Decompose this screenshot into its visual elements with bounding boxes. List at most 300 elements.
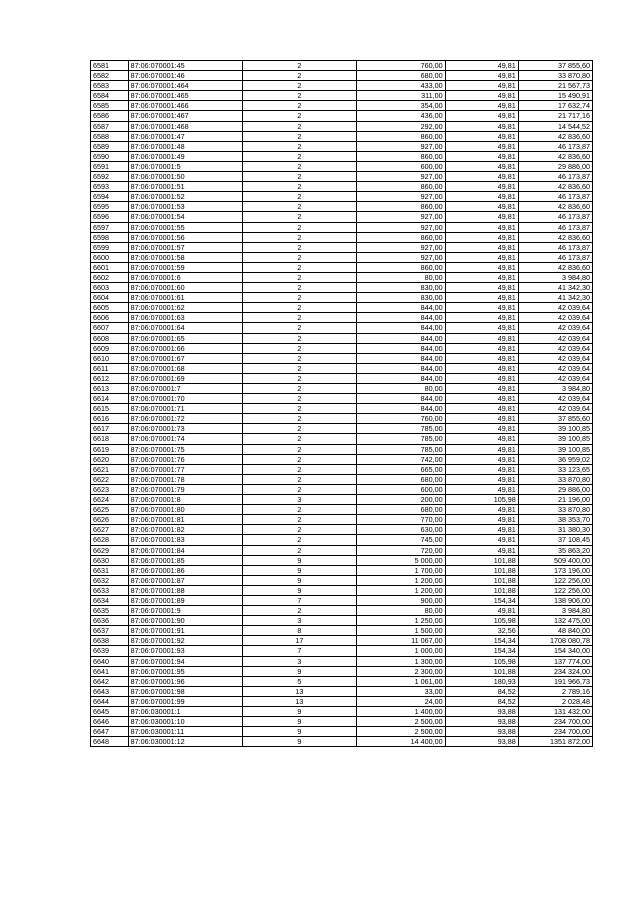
value-cell: 39 100,85 (518, 424, 592, 434)
cadastral-number-cell: 87:06:070001:69 (128, 373, 242, 383)
area-cell: 860,00 (356, 262, 445, 272)
table-row (91, 303, 593, 313)
table-row (91, 222, 593, 232)
cadastral-number-cell: 87:06:070001:86 (128, 565, 242, 575)
value-cell: 42 039,64 (518, 343, 592, 353)
value-cell: 21 196,00 (518, 495, 592, 505)
cadastral-number-cell: 87:06:070001:78 (128, 474, 242, 484)
value-cell: 46 173,87 (518, 141, 592, 151)
rate-cell: 49,81 (445, 444, 518, 454)
cadastral-number-cell: 87:06:070001:46 (128, 71, 242, 81)
group-cell: 2 (242, 172, 356, 182)
value-cell: 46 173,87 (518, 192, 592, 202)
value-cell: 138 906,00 (518, 595, 592, 605)
group-cell: 2 (242, 353, 356, 363)
rate-cell: 49,81 (445, 61, 518, 71)
cadastral-number-cell: 87:06:070001:65 (128, 333, 242, 343)
area-cell: 844,00 (356, 323, 445, 333)
rate-cell: 84,52 (445, 686, 518, 696)
table-row (91, 262, 593, 272)
table-row (91, 333, 593, 343)
table-row (91, 373, 593, 383)
rate-cell: 49,81 (445, 242, 518, 252)
value-cell: 3 984,80 (518, 606, 592, 616)
group-cell: 2 (242, 262, 356, 272)
area-cell: 844,00 (356, 394, 445, 404)
rate-cell: 49,81 (445, 343, 518, 353)
area-cell: 1 250,00 (356, 616, 445, 626)
row-number-cell: 6629 (91, 545, 129, 555)
row-number-cell: 6645 (91, 707, 129, 717)
cadastral-number-cell: 87:06:070001:88 (128, 585, 242, 595)
rate-cell: 49,81 (445, 484, 518, 494)
rate-cell: 49,81 (445, 262, 518, 272)
row-number-cell: 6591 (91, 161, 129, 171)
area-cell: 844,00 (356, 313, 445, 323)
row-number-cell: 6610 (91, 353, 129, 363)
rate-cell: 49,81 (445, 434, 518, 444)
cadastral-number-cell: 87:06:070001:48 (128, 141, 242, 151)
row-number-cell: 6637 (91, 626, 129, 636)
row-number-cell: 6611 (91, 363, 129, 373)
group-cell: 2 (242, 505, 356, 515)
rate-cell: 49,81 (445, 384, 518, 394)
group-cell: 2 (242, 424, 356, 434)
row-number-cell: 6607 (91, 323, 129, 333)
value-cell: 1708 080,78 (518, 636, 592, 646)
cadastral-number-cell: 87:06:070001:63 (128, 313, 242, 323)
group-cell: 2 (242, 313, 356, 323)
cadastral-number-cell: 87:06:070001:5 (128, 161, 242, 171)
group-cell: 9 (242, 575, 356, 585)
row-number-cell: 6585 (91, 101, 129, 111)
group-cell: 2 (242, 515, 356, 525)
table-row (91, 121, 593, 131)
cadastral-number-cell: 87:06:070001:81 (128, 515, 242, 525)
area-cell: 80,00 (356, 384, 445, 394)
row-number-cell: 6581 (91, 61, 129, 71)
row-number-cell: 6639 (91, 646, 129, 656)
value-cell: 132 475,00 (518, 616, 592, 626)
value-cell: 39 100,85 (518, 434, 592, 444)
value-cell: 122 256,00 (518, 575, 592, 585)
group-cell: 2 (242, 91, 356, 101)
cadastral-number-cell: 87:06:070001:99 (128, 696, 242, 706)
rate-cell: 49,81 (445, 373, 518, 383)
cadastral-number-cell: 87:06:070001:96 (128, 676, 242, 686)
cadastral-number-cell: 87:06:070001:80 (128, 505, 242, 515)
area-cell: 830,00 (356, 293, 445, 303)
row-number-cell: 6598 (91, 232, 129, 242)
row-number-cell: 6633 (91, 585, 129, 595)
rate-cell: 105,98 (445, 495, 518, 505)
table-row (91, 91, 593, 101)
rate-cell: 93,88 (445, 727, 518, 737)
group-cell: 2 (242, 272, 356, 282)
area-cell: 860,00 (356, 182, 445, 192)
table-row (91, 555, 593, 565)
group-cell: 2 (242, 545, 356, 555)
rate-cell: 49,81 (445, 222, 518, 232)
rate-cell: 49,81 (445, 545, 518, 555)
area-cell: 311,00 (356, 91, 445, 101)
value-cell: 42 039,64 (518, 404, 592, 414)
rate-cell: 154,34 (445, 646, 518, 656)
row-number-cell: 6609 (91, 343, 129, 353)
row-number-cell: 6626 (91, 515, 129, 525)
cadastral-number-cell: 87:06:070001:465 (128, 91, 242, 101)
cadastral-number-cell: 87:06:070001:8 (128, 495, 242, 505)
cadastral-number-cell: 87:06:070001:47 (128, 131, 242, 141)
table-row (91, 252, 593, 262)
table-row (91, 535, 593, 545)
table-row (91, 606, 593, 616)
value-cell: 35 863,20 (518, 545, 592, 555)
group-cell: 2 (242, 111, 356, 121)
cadastral-number-cell: 87:06:070001:67 (128, 353, 242, 363)
area-cell: 1 300,00 (356, 656, 445, 666)
group-cell: 2 (242, 131, 356, 141)
cadastral-number-cell: 87:06:070001:82 (128, 525, 242, 535)
rate-cell: 49,81 (445, 474, 518, 484)
value-cell: 33 870,80 (518, 71, 592, 81)
group-cell: 2 (242, 182, 356, 192)
rate-cell: 84,52 (445, 696, 518, 706)
rate-cell: 49,81 (445, 141, 518, 151)
cadastral-number-cell: 87:06:030001:12 (128, 737, 242, 747)
area-cell: 927,00 (356, 242, 445, 252)
area-cell: 14 400,00 (356, 737, 445, 747)
rate-cell: 49,81 (445, 464, 518, 474)
rate-cell: 93,88 (445, 707, 518, 717)
value-cell: 509 400,00 (518, 555, 592, 565)
row-number-cell: 6621 (91, 464, 129, 474)
table-row (91, 323, 593, 333)
row-number-cell: 6627 (91, 525, 129, 535)
group-cell: 5 (242, 676, 356, 686)
cadastral-number-cell: 87:06:070001:95 (128, 666, 242, 676)
cadastral-number-cell: 87:06:070001:9 (128, 606, 242, 616)
table-row (91, 646, 593, 656)
area-cell: 742,00 (356, 454, 445, 464)
table-row (91, 192, 593, 202)
group-cell: 2 (242, 384, 356, 394)
cadastral-number-cell: 87:06:070001:79 (128, 484, 242, 494)
value-cell: 42 039,64 (518, 303, 592, 313)
table-row (91, 313, 593, 323)
rate-cell: 93,88 (445, 737, 518, 747)
group-cell: 9 (242, 737, 356, 747)
group-cell: 2 (242, 252, 356, 262)
row-number-cell: 6586 (91, 111, 129, 121)
value-cell: 33 123,65 (518, 464, 592, 474)
table-row (91, 585, 593, 595)
value-cell: 41 342,30 (518, 293, 592, 303)
value-cell: 1351 872,00 (518, 737, 592, 747)
area-cell: 900,00 (356, 595, 445, 605)
row-number-cell: 6612 (91, 373, 129, 383)
rate-cell: 49,81 (445, 121, 518, 131)
group-cell: 2 (242, 394, 356, 404)
rate-cell: 49,81 (445, 525, 518, 535)
cadastral-number-cell: 87:06:070001:60 (128, 283, 242, 293)
area-cell: 1 500,00 (356, 626, 445, 636)
group-cell: 13 (242, 696, 356, 706)
area-cell: 860,00 (356, 131, 445, 141)
table-row (91, 676, 593, 686)
value-cell: 37 108,45 (518, 535, 592, 545)
group-cell: 2 (242, 222, 356, 232)
table-row (91, 595, 593, 605)
table-row (91, 515, 593, 525)
rate-cell: 49,81 (445, 353, 518, 363)
value-cell: 42 039,64 (518, 313, 592, 323)
row-number-cell: 6635 (91, 606, 129, 616)
value-cell: 29 886,00 (518, 484, 592, 494)
rate-cell: 154,34 (445, 595, 518, 605)
row-number-cell: 6596 (91, 212, 129, 222)
rate-cell: 49,81 (445, 272, 518, 282)
value-cell: 42 836,60 (518, 262, 592, 272)
rate-cell: 49,81 (445, 212, 518, 222)
value-cell: 41 342,30 (518, 283, 592, 293)
group-cell: 2 (242, 454, 356, 464)
cadastral-number-cell: 87:06:070001:467 (128, 111, 242, 121)
cadastral-number-cell: 87:06:070001:58 (128, 252, 242, 262)
row-number-cell: 6583 (91, 81, 129, 91)
area-cell: 927,00 (356, 222, 445, 232)
row-number-cell: 6587 (91, 121, 129, 131)
table-row (91, 666, 593, 676)
area-cell: 844,00 (356, 303, 445, 313)
table-row (91, 424, 593, 434)
row-number-cell: 6640 (91, 656, 129, 666)
table-row (91, 444, 593, 454)
row-number-cell: 6624 (91, 495, 129, 505)
area-cell: 630,00 (356, 525, 445, 535)
table-row (91, 81, 593, 91)
table-row (91, 272, 593, 282)
table-row (91, 182, 593, 192)
cadastral-number-cell: 87:06:070001:75 (128, 444, 242, 454)
area-cell: 1 200,00 (356, 575, 445, 585)
cadastral-number-cell: 87:06:070001:49 (128, 151, 242, 161)
rate-cell: 49,81 (445, 333, 518, 343)
group-cell: 2 (242, 161, 356, 171)
group-cell: 7 (242, 646, 356, 656)
area-cell: 844,00 (356, 333, 445, 343)
row-number-cell: 6636 (91, 616, 129, 626)
area-cell: 927,00 (356, 212, 445, 222)
table-row (91, 151, 593, 161)
group-cell: 2 (242, 535, 356, 545)
value-cell: 39 100,85 (518, 444, 592, 454)
rate-cell: 49,81 (445, 313, 518, 323)
row-number-cell: 6646 (91, 717, 129, 727)
row-number-cell: 6602 (91, 272, 129, 282)
table-row (91, 202, 593, 212)
value-cell: 31 380,30 (518, 525, 592, 535)
rate-cell: 154,34 (445, 636, 518, 646)
row-number-cell: 6606 (91, 313, 129, 323)
group-cell: 2 (242, 363, 356, 373)
cadastral-number-cell: 87:06:030001:1 (128, 707, 242, 717)
cadastral-number-cell: 87:06:070001:64 (128, 323, 242, 333)
row-number-cell: 6588 (91, 131, 129, 141)
value-cell: 37 855,60 (518, 414, 592, 424)
cadastral-number-cell: 87:06:070001:83 (128, 535, 242, 545)
cadastral-number-cell: 87:06:070001:85 (128, 555, 242, 565)
value-cell: 2 789,16 (518, 686, 592, 696)
row-number-cell: 6613 (91, 384, 129, 394)
value-cell: 3 984,80 (518, 384, 592, 394)
rate-cell: 49,81 (445, 151, 518, 161)
value-cell: 14 544,52 (518, 121, 592, 131)
value-cell: 131 432,00 (518, 707, 592, 717)
group-cell: 2 (242, 151, 356, 161)
cadastral-number-cell: 87:06:070001:53 (128, 202, 242, 212)
area-cell: 844,00 (356, 373, 445, 383)
cadastral-number-cell: 87:06:070001:91 (128, 626, 242, 636)
value-cell: 42 836,60 (518, 232, 592, 242)
row-number-cell: 6614 (91, 394, 129, 404)
cadastral-number-cell: 87:06:070001:61 (128, 293, 242, 303)
row-number-cell: 6620 (91, 454, 129, 464)
row-number-cell: 6593 (91, 182, 129, 192)
table-row (91, 616, 593, 626)
row-number-cell: 6641 (91, 666, 129, 676)
row-number-cell: 6599 (91, 242, 129, 252)
group-cell: 2 (242, 303, 356, 313)
rate-cell: 49,81 (445, 202, 518, 212)
group-cell: 2 (242, 71, 356, 81)
group-cell: 2 (242, 404, 356, 414)
area-cell: 292,00 (356, 121, 445, 131)
row-number-cell: 6603 (91, 283, 129, 293)
group-cell: 2 (242, 414, 356, 424)
table-row (91, 484, 593, 494)
row-number-cell: 6638 (91, 636, 129, 646)
area-cell: 927,00 (356, 172, 445, 182)
table-row (91, 737, 593, 747)
rate-cell: 105,98 (445, 616, 518, 626)
value-cell: 234 700,00 (518, 727, 592, 737)
area-cell: 2 300,00 (356, 666, 445, 676)
group-cell: 2 (242, 192, 356, 202)
cadastral-number-cell: 87:06:070001:66 (128, 343, 242, 353)
table-row (91, 565, 593, 575)
row-number-cell: 6605 (91, 303, 129, 313)
row-number-cell: 6584 (91, 91, 129, 101)
table-row (91, 404, 593, 414)
row-number-cell: 6595 (91, 202, 129, 212)
rate-cell: 49,81 (445, 111, 518, 121)
rate-cell: 101,88 (445, 565, 518, 575)
area-cell: 80,00 (356, 272, 445, 282)
row-number-cell: 6617 (91, 424, 129, 434)
value-cell: 29 886,00 (518, 161, 592, 171)
area-cell: 1 000,00 (356, 646, 445, 656)
group-cell: 2 (242, 283, 356, 293)
group-cell: 2 (242, 474, 356, 484)
group-cell: 9 (242, 565, 356, 575)
table-row (91, 172, 593, 182)
value-cell: 234 324,00 (518, 666, 592, 676)
area-cell: 2 500,00 (356, 717, 445, 727)
cadastral-number-cell: 87:06:070001:45 (128, 61, 242, 71)
group-cell: 2 (242, 484, 356, 494)
rate-cell: 101,88 (445, 555, 518, 565)
value-cell: 15 490,91 (518, 91, 592, 101)
group-cell: 2 (242, 343, 356, 353)
value-cell: 36 959,02 (518, 454, 592, 464)
value-cell: 42 039,64 (518, 353, 592, 363)
area-cell: 927,00 (356, 192, 445, 202)
group-cell: 3 (242, 616, 356, 626)
cadastral-number-cell: 87:06:070001:76 (128, 454, 242, 464)
area-cell: 785,00 (356, 434, 445, 444)
rate-cell: 49,81 (445, 293, 518, 303)
rate-cell: 105,98 (445, 656, 518, 666)
cadastral-number-cell: 87:06:070001:62 (128, 303, 242, 313)
area-cell: 1 700,00 (356, 565, 445, 575)
row-number-cell: 6630 (91, 555, 129, 565)
value-cell: 46 173,87 (518, 252, 592, 262)
group-cell: 2 (242, 242, 356, 252)
group-cell: 9 (242, 717, 356, 727)
rate-cell: 49,81 (445, 394, 518, 404)
row-number-cell: 6601 (91, 262, 129, 272)
cadastral-number-cell: 87:06:070001:6 (128, 272, 242, 282)
cadastral-number-cell: 87:06:070001:468 (128, 121, 242, 131)
value-cell: 234 700,00 (518, 717, 592, 727)
row-number-cell: 6592 (91, 172, 129, 182)
table-row (91, 111, 593, 121)
table-row (91, 101, 593, 111)
row-number-cell: 6619 (91, 444, 129, 454)
area-cell: 760,00 (356, 61, 445, 71)
table-row (91, 434, 593, 444)
area-cell: 433,00 (356, 81, 445, 91)
area-cell: 11 067,00 (356, 636, 445, 646)
cadastral-number-cell: 87:06:070001:90 (128, 616, 242, 626)
row-number-cell: 6634 (91, 595, 129, 605)
row-number-cell: 6648 (91, 737, 129, 747)
value-cell: 42 039,64 (518, 394, 592, 404)
rate-cell: 49,81 (445, 252, 518, 262)
area-cell: 33,00 (356, 686, 445, 696)
group-cell: 13 (242, 686, 356, 696)
group-cell: 2 (242, 434, 356, 444)
area-cell: 354,00 (356, 101, 445, 111)
area-cell: 720,00 (356, 545, 445, 555)
cadastral-number-cell: 87:06:070001:464 (128, 81, 242, 91)
group-cell: 2 (242, 232, 356, 242)
table-row (91, 242, 593, 252)
area-cell: 844,00 (356, 404, 445, 414)
table-row (91, 575, 593, 585)
row-number-cell: 6594 (91, 192, 129, 202)
rate-cell: 49,81 (445, 535, 518, 545)
row-number-cell: 6642 (91, 676, 129, 686)
group-cell: 2 (242, 525, 356, 535)
cadastral-number-cell: 87:06:070001:54 (128, 212, 242, 222)
cadastral-number-cell: 87:06:070001:50 (128, 172, 242, 182)
group-cell: 2 (242, 464, 356, 474)
rate-cell: 93,88 (445, 717, 518, 727)
table-row (91, 717, 593, 727)
rate-cell: 49,81 (445, 81, 518, 91)
